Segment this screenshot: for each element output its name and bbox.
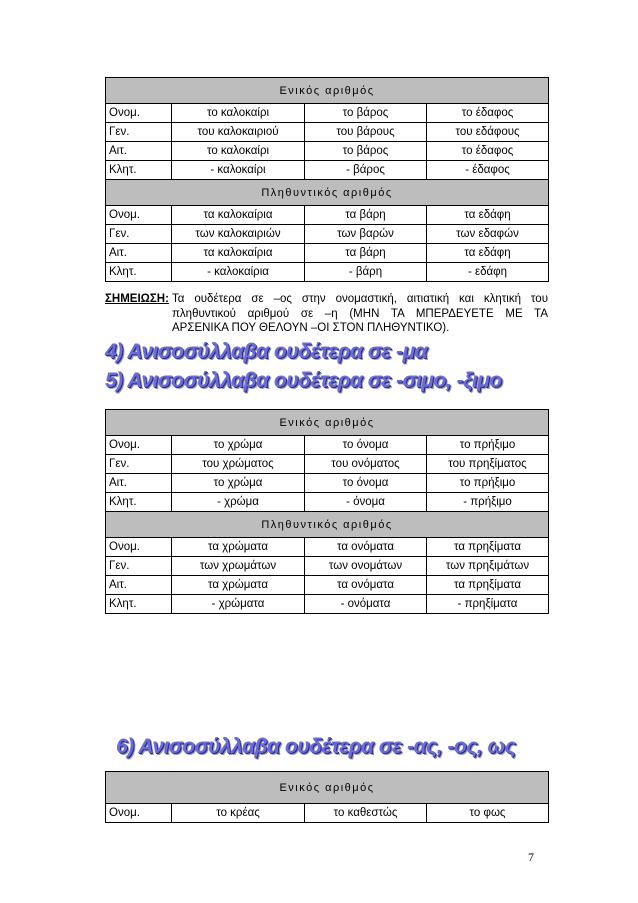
table-row [106, 123, 549, 142]
noun-form: των ονομάτων [305, 557, 427, 576]
noun-form: - έδαφος [427, 161, 549, 180]
noun-form: των πρηξιμάτων [427, 557, 549, 576]
singular-header: Ενικός αριθμός [106, 772, 549, 804]
page-number: 7 [528, 850, 534, 864]
noun-form: - καλοκαίρια [172, 263, 305, 282]
declension-table-1 [105, 77, 549, 282]
noun-form: τα εδάφη [427, 206, 549, 225]
case-label: Γεν. [106, 455, 172, 474]
case-label: Κλητ. [106, 161, 172, 180]
case-label: Κλητ. [106, 263, 172, 282]
noun-form: - καλοκαίρι [172, 161, 305, 180]
note-line: ΑΡΣΕΝΙΚΑ ΠΟΥ ΘΕΛΟΥΝ –ΟΙ ΣΤΟΝ ΠΛΗΘΥΝΤΙΚΟ). [172, 322, 450, 334]
case-label: Αιτ. [106, 474, 172, 493]
noun-form: το πρήξιμο [427, 474, 549, 493]
noun-form: το φως [427, 804, 549, 823]
plural-header: Πληθυντικός αριθμός [106, 512, 549, 538]
noun-form: το όνομα [305, 436, 427, 455]
case-label: Αιτ. [106, 244, 172, 263]
noun-form: τα βάρη [305, 244, 427, 263]
noun-form: - πρηξίματα [427, 595, 549, 614]
table-row [106, 576, 549, 595]
noun-form: τα καλοκαίρια [172, 244, 305, 263]
noun-form: του βάρους [305, 123, 427, 142]
noun-form: - όνομα [305, 493, 427, 512]
case-label: Ονομ. [106, 104, 172, 123]
noun-form: το καθεστώς [305, 804, 427, 823]
table-row [106, 161, 549, 180]
note-line: πληθυντικού αριθμού σε –η (ΜΗΝ ΤΑ ΜΠΕΡΔΕΥΕΤΕ ΜΕ ΤΑ [172, 307, 548, 320]
noun-form: των βαρών [305, 225, 427, 244]
noun-form: το έδαφος [427, 104, 549, 123]
singular-header: Ενικός αριθμός [106, 410, 549, 436]
plural-header: Πληθυντικός αριθμός [106, 180, 549, 206]
noun-form: το κρέας [172, 804, 305, 823]
noun-form: του εδάφους [427, 123, 549, 142]
table-row [106, 142, 549, 161]
noun-form: - ονόματα [305, 595, 427, 614]
note-line: Τα ουδέτερα σε –ος στην ονομαστική, αιτιατική και κλητική του [172, 293, 548, 305]
noun-form: το χρώμα [172, 436, 305, 455]
noun-form: - βάρη [305, 263, 427, 282]
case-label: Κλητ. [106, 493, 172, 512]
singular-header-row [106, 772, 549, 804]
table-row [106, 804, 549, 823]
table-row [106, 493, 549, 512]
noun-form: - πρήξιμο [427, 493, 549, 512]
noun-form: τα πρηξίματα [427, 576, 549, 595]
noun-form: - εδάφη [427, 263, 549, 282]
table-row [106, 455, 549, 474]
case-label: Κλητ. [106, 595, 172, 614]
note-body [172, 292, 548, 336]
table-row [106, 225, 549, 244]
section-heading-4: 4) Ανισοσύλλαβα ουδέτερα σε -μα [105, 340, 428, 363]
table-row [106, 104, 549, 123]
noun-form: το χρώμα [172, 474, 305, 493]
case-label: Ονομ. [106, 804, 172, 823]
singular-header-row [106, 410, 549, 436]
noun-form: των χρωμάτων [172, 557, 305, 576]
noun-form: το βάρος [305, 142, 427, 161]
section-heading-6: 6) Ανισοσύλλαβα ουδέτερα σε -ας, -ος, ως [116, 735, 516, 758]
noun-form: - χρώματα [172, 595, 305, 614]
noun-form: το καλοκαίρι [172, 104, 305, 123]
noun-form: το έδαφος [427, 142, 549, 161]
noun-form: του χρώματος [172, 455, 305, 474]
noun-form: τα ονόματα [305, 538, 427, 557]
singular-header-row [106, 78, 549, 104]
noun-form: του καλοκαιριού [172, 123, 305, 142]
plural-header-row [106, 512, 549, 538]
noun-form: τα εδάφη [427, 244, 549, 263]
noun-form: τα βάρη [305, 206, 427, 225]
case-label: Ονομ. [106, 436, 172, 455]
noun-form: του πρηξίματος [427, 455, 549, 474]
noun-form: τα ονόματα [305, 576, 427, 595]
case-label: Ονομ. [106, 206, 172, 225]
noun-form: των εδαφών [427, 225, 549, 244]
noun-form: το πρήξιμο [427, 436, 549, 455]
note-label: ΣΗΜΕΙΩΣΗ: [105, 293, 169, 305]
noun-form: - χρώμα [172, 493, 305, 512]
table-row [106, 263, 549, 282]
section-heading-5: 5) Ανισοσύλλαβα ουδέτερα σε -σιμο, -ξιμο [105, 369, 502, 392]
noun-form: των καλοκαιριών [172, 225, 305, 244]
noun-form: τα καλοκαίρια [172, 206, 305, 225]
noun-form: τα χρώματα [172, 538, 305, 557]
table-row [106, 557, 549, 576]
table-row [106, 206, 549, 225]
case-label: Ονομ. [106, 538, 172, 557]
table-row [106, 244, 549, 263]
table-row [106, 436, 549, 455]
noun-form: το καλοκαίρι [172, 142, 305, 161]
case-label: Γεν. [106, 123, 172, 142]
noun-form: το όνομα [305, 474, 427, 493]
noun-form: - βάρος [305, 161, 427, 180]
table-row [106, 595, 549, 614]
noun-form: το βάρος [305, 104, 427, 123]
plural-header-row [106, 180, 549, 206]
case-label: Γεν. [106, 557, 172, 576]
noun-form: τα πρηξίματα [427, 538, 549, 557]
table-row [106, 538, 549, 557]
noun-form: του ονόματος [305, 455, 427, 474]
case-label: Γεν. [106, 225, 172, 244]
declension-table-3 [105, 771, 549, 823]
case-label: Αιτ. [106, 576, 172, 595]
declension-table-2 [105, 409, 549, 614]
table-row [106, 474, 549, 493]
singular-header: Ενικός αριθμός [106, 78, 549, 104]
noun-form: τα χρώματα [172, 576, 305, 595]
case-label: Αιτ. [106, 142, 172, 161]
